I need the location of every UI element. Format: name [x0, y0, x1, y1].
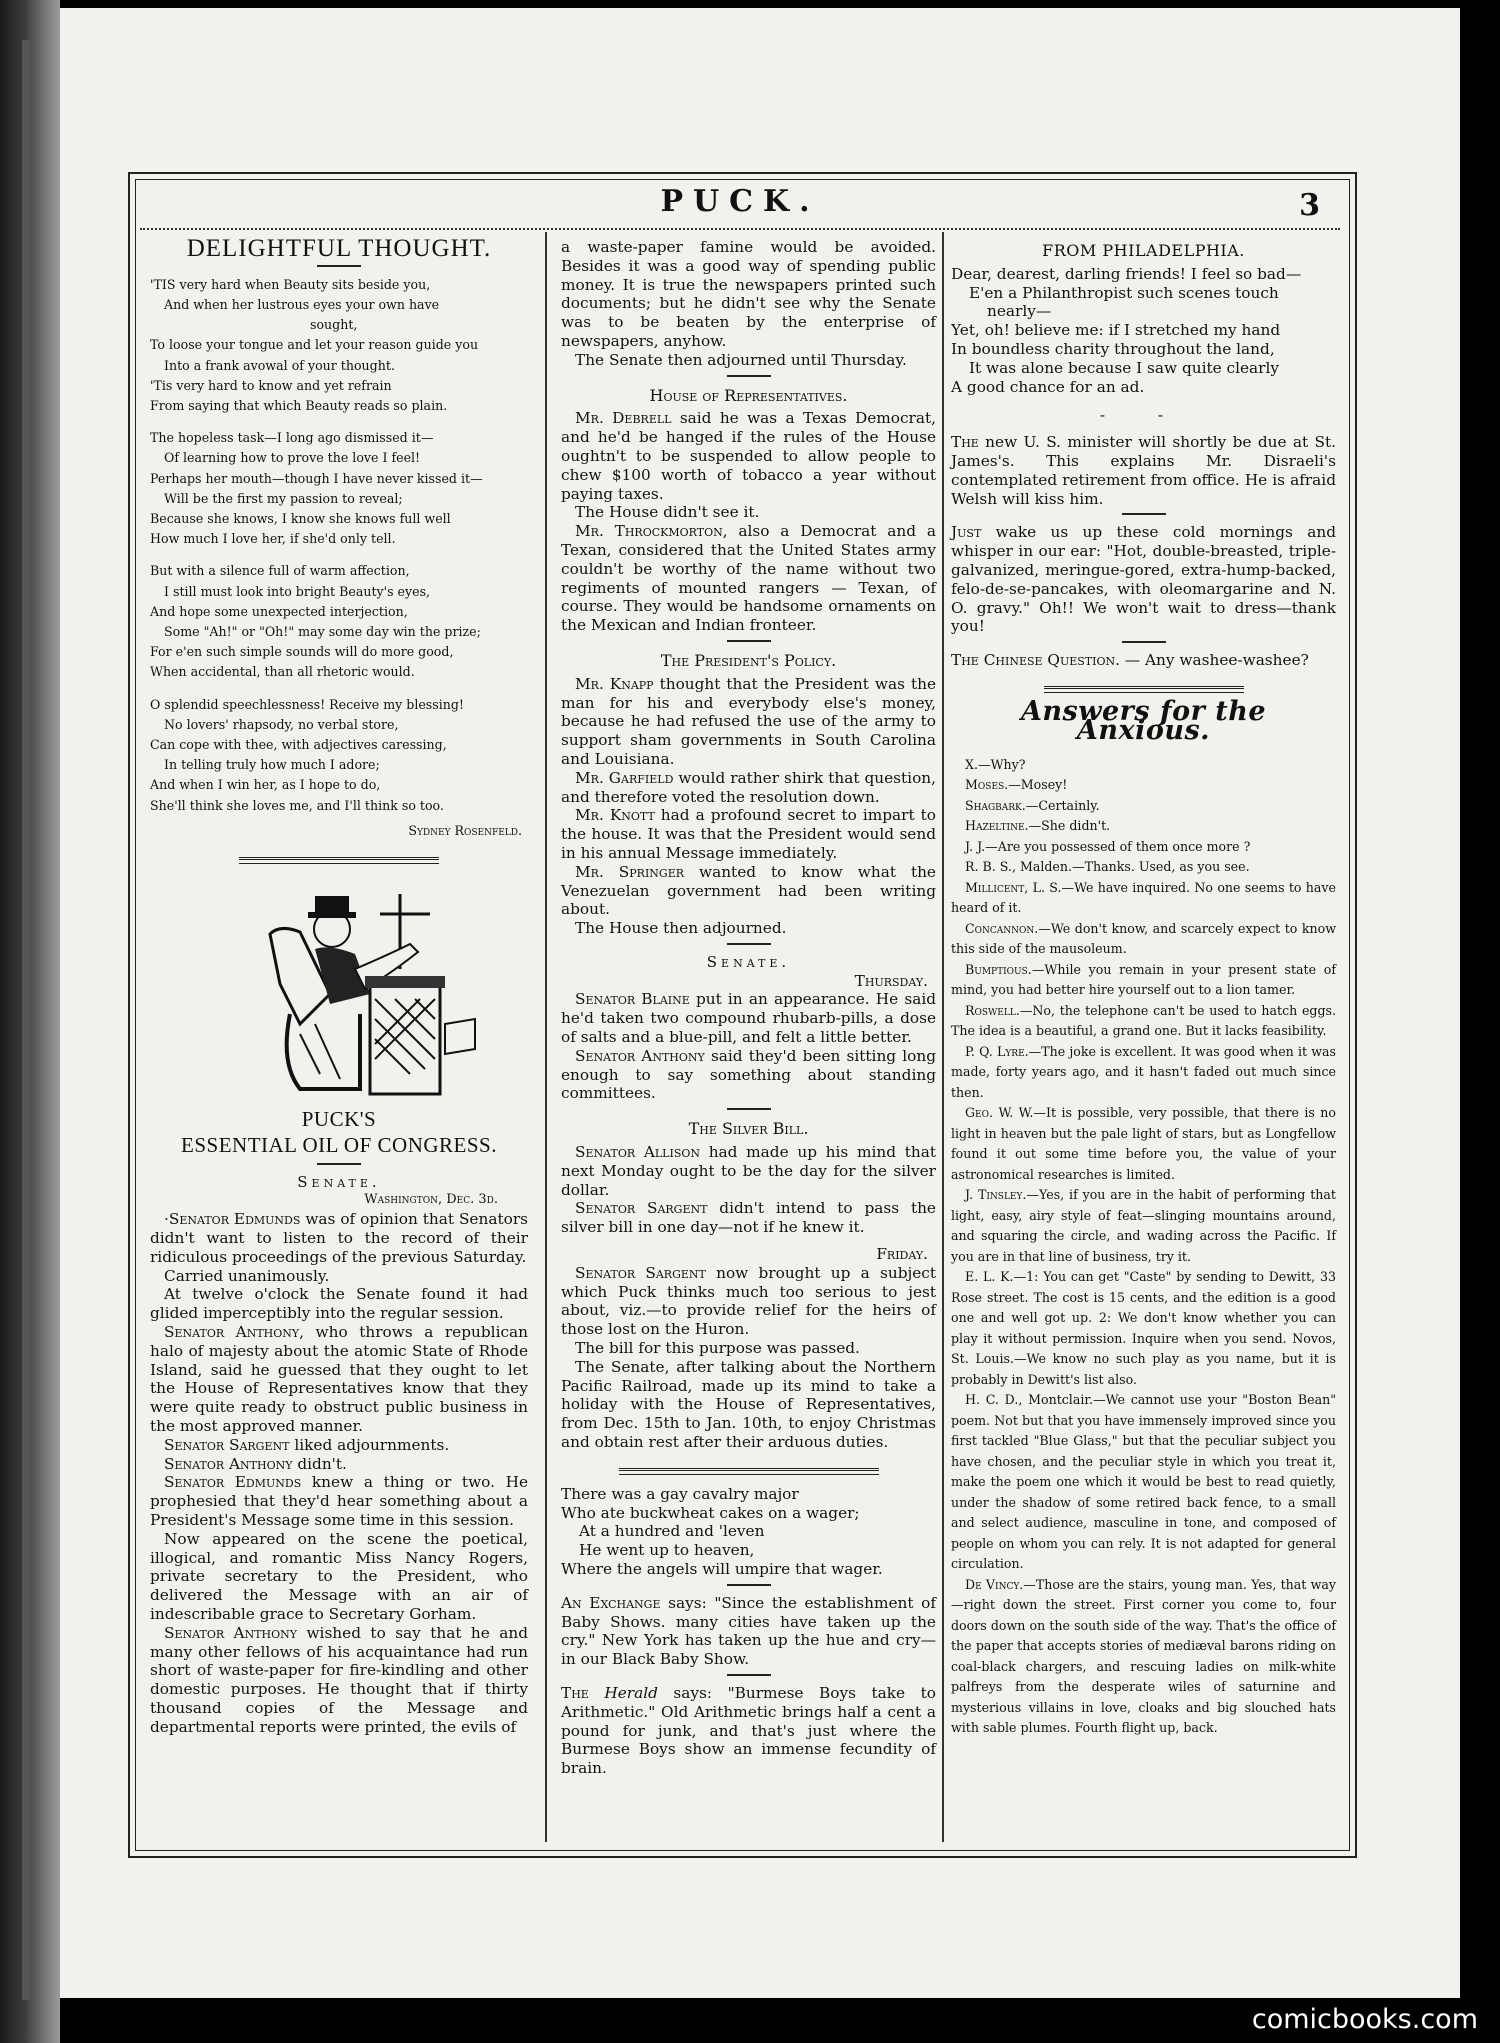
- poem-line: For e'en such simple sounds will do more good,: [150, 644, 454, 660]
- poem-line: O splendid speechlessness! Receive my blessing!: [150, 696, 464, 712]
- watermark: comicbooks.com: [1251, 2004, 1478, 2035]
- page-number: 3: [1299, 188, 1320, 223]
- poem-line: To loose your tongue and let your reason guide you: [150, 337, 479, 353]
- verse-line: Yet, oh! believe me: if I stretched my hand: [951, 321, 1281, 340]
- answer-text: —While you remain in your present state of mind, you had better hire yourself out to a lion tamer.: [951, 961, 1336, 998]
- answer-addressee: Bumptious.: [965, 961, 1032, 977]
- answer-addressee: H. C. D.: [965, 1392, 1019, 1408]
- verse-line: nearly—: [987, 302, 1052, 321]
- answer-text: —We don't know, and scarcely expect to know this side of the mausoleum.: [951, 920, 1336, 957]
- poem-line: Perhaps her mouth—though I have never kissed it—: [150, 470, 483, 486]
- philadelphia-heading: FROM PHILADELPHIA.: [1042, 241, 1245, 260]
- masthead-rule: [140, 228, 1340, 230]
- philadelphia-verse: [951, 265, 1336, 397]
- answer-item: [951, 1575, 1336, 1739]
- paragraph: [561, 522, 936, 635]
- speaker-name: Senator Anthony: [164, 1623, 298, 1642]
- section-rule: [727, 375, 771, 377]
- poem-stanza: [150, 275, 528, 416]
- paragraph: [561, 675, 936, 769]
- paragraph: [561, 919, 936, 938]
- answer-item: [951, 775, 1336, 796]
- wake-paragraph: [951, 523, 1336, 636]
- answer-text: , Malden.—Thanks. Used, as you see.: [1011, 859, 1250, 875]
- exchange-text: says: "Since the establishment of Baby Shows. many cities have taken up the cry." New York has taken up the hue and cry—in our Black Baby Show.: [561, 1593, 936, 1669]
- minister-lead: The: [951, 433, 979, 452]
- verse-line: At a hundred and 'leven: [579, 1522, 765, 1541]
- poem-line: Of learning how to prove the love I feel!: [164, 450, 421, 466]
- answer-item: [951, 1001, 1336, 1042]
- speaker-name: Senator Anthony: [575, 1046, 705, 1065]
- answer-text: —Certainly.: [1025, 797, 1100, 813]
- poem-line: Some "Ah!" or "Oh!" may some day win the prize;: [164, 624, 481, 640]
- poem-line: In telling truly how much I adore;: [164, 757, 380, 773]
- minister-text: new U. S. minister will shortly be due at St. James's. This explains Mr. Disraeli's contemplated retirement from office. He is afraid Welsh will kiss him.: [951, 433, 1336, 508]
- poem-delightful-thought: [150, 275, 528, 816]
- speaker-name: Senator Sargent: [575, 1263, 706, 1282]
- poem-title: DELIGHTFUL THOUGHT.: [186, 235, 492, 262]
- ornamental-rule: [1044, 686, 1244, 693]
- answer-item: [951, 755, 1336, 776]
- feature-title-2: ESSENTIAL OIL OF CONGRESS.: [181, 1132, 497, 1157]
- paragraph-text: thought that the President was the man for his and everybody else's money, because he had refused the use of the army to support sham governments in South Carolina and Louisiana.: [561, 674, 936, 768]
- poem-line: But with a silence full of warm affection,: [150, 563, 410, 579]
- senate-paragraphs: [561, 990, 936, 1103]
- answer-text: —Are you possessed of them once more ?: [985, 838, 1251, 854]
- paragraph: [561, 1339, 936, 1358]
- section-rule: [727, 1584, 771, 1586]
- answers-heading: Answers for the Anxious.: [1020, 695, 1267, 746]
- title-rule: [317, 265, 361, 267]
- answer-item: [951, 1103, 1336, 1185]
- speaker-name: Mr. Debrell: [575, 409, 672, 428]
- answer-item: [951, 919, 1336, 960]
- dateline: Washington, Dec. 3d.: [364, 1192, 498, 1208]
- answer-item: [951, 960, 1336, 1001]
- binding-strip: [22, 40, 30, 2000]
- paragraph-text: The bill for this purpose was passed.: [575, 1339, 860, 1358]
- section-rule-double: [619, 1468, 879, 1475]
- paragraph: [561, 1264, 936, 1339]
- feature-rule: [317, 1163, 361, 1165]
- answer-addressee: De Vincy.: [965, 1576, 1024, 1592]
- paragraph-text: put in an appearance. He said he'd taken two compound rhubarb-pills, a dose of salts and a blue-pill, and felt a little better.: [561, 990, 937, 1047]
- paragraph-text: knew a thing or two. He prophesied that they'd hear something about a President's Message some time in this session.: [150, 1473, 528, 1530]
- illustration-lounging-figure: [260, 874, 490, 1104]
- paragraph: [150, 1210, 528, 1266]
- answer-text: —Those are the stairs, young man. Yes, that way—right down the street. First corner you come to, four doors down on the south side of the way. That's the office of the paper that accepts stories of mediæval barons riding on coal-black chargers, and rescuing ladies on milk-white palfreys from the desperate wiles of saturnine and mysterious villains in love, cloaks and big slouched hats with sable plumes. Fourth flight up, back.: [951, 1576, 1337, 1736]
- poem-line: How much I love her, if she'd only tell.: [150, 531, 396, 547]
- verse-line: In boundless charity throughout the land,: [951, 339, 1275, 358]
- masthead: [140, 182, 1340, 230]
- speaker-name: Mr. Throckmorton: [575, 522, 723, 541]
- answer-text: —We have inquired. No one seems to have heard of it.: [951, 879, 1336, 916]
- verse-line: Where the angels will umpire that wager.: [561, 1560, 883, 1578]
- poem-signature: Sydney Rosenfeld.: [408, 822, 522, 838]
- paragraph-text: was of opinion that Senators didn't want to listen to the record of their ridiculous proceedings of the previous Saturday.: [150, 1210, 528, 1266]
- speaker-name: Mr. Knott: [575, 806, 655, 825]
- paragraph: [561, 503, 936, 522]
- poem-stanza: [150, 695, 528, 816]
- verse-line: A good chance for an ad.: [951, 377, 1145, 396]
- poem-line: Will be the first my passion to reveal;: [164, 490, 403, 506]
- poem-line: Because she knows, I know she knows full well: [150, 511, 451, 527]
- answer-addressee: Shagbark.: [965, 797, 1026, 813]
- herald-paragraph: [561, 1684, 936, 1778]
- paragraph: [150, 1285, 528, 1323]
- paragraph: [561, 409, 936, 503]
- congress-report-col1: [150, 1210, 528, 1736]
- minister-paragraph: [951, 433, 1336, 508]
- column-3: [951, 238, 1336, 1739]
- answer-addressee: Concannon.: [965, 920, 1039, 936]
- speaker-name: Senator Blaine: [575, 990, 690, 1009]
- chinese-text: — Any washee-washee?: [1119, 651, 1309, 670]
- paragraph: [150, 1530, 528, 1624]
- poem-line: Into a frank avowal of your thought.: [164, 357, 395, 373]
- paragraph-text: , also a Democrat and a Texan, considered that the United States army couldn't be worthy of the name without two regiments of mounted rangers — Texan, of course. They would be handsome ornaments on the Mexican and Indian fronteer.: [561, 522, 936, 635]
- herald-prefix: The: [561, 1683, 605, 1702]
- paragraph-text: said they'd been sitting long enough to say something about standing committees.: [561, 1046, 936, 1103]
- speaker-name: Senator Sargent: [164, 1435, 290, 1454]
- senate-heading: Senate.: [297, 1172, 381, 1191]
- paragraph: [150, 1455, 528, 1474]
- paragraph-text: The House didn't see it.: [575, 503, 760, 522]
- answer-text: —No, the telephone can't be used to hatch eggs. The idea is a beautiful, a grand one. But it lacks feasibility.: [951, 1002, 1336, 1039]
- paragraph: [150, 1323, 528, 1436]
- answer-addressee: E. L. K.: [965, 1269, 1014, 1285]
- answer-item: [951, 1267, 1336, 1390]
- speaker-name: Mr. Garfield: [575, 768, 674, 787]
- ornamental-rule: [239, 857, 439, 864]
- paragraph-text: didn't.: [292, 1454, 347, 1473]
- poem-line: No lovers' rhapsody, no verbal store,: [164, 716, 399, 732]
- answer-addressee: J. J.: [965, 838, 986, 854]
- paragraph: [561, 990, 936, 1046]
- answer-addressee: R. B. S.: [965, 859, 1012, 875]
- speaker-name: Mr. Knapp: [575, 674, 654, 693]
- speaker-name: Senator Anthony: [164, 1323, 300, 1342]
- paragraph-text: At twelve o'clock the Senate found it had glided imperceptibly into the regular session.: [150, 1285, 528, 1323]
- answer-addressee: Hazeltine.: [965, 818, 1029, 834]
- illustration-svg: [260, 874, 490, 1104]
- poem-line: Can cope with thee, with adjectives caressing,: [150, 737, 447, 753]
- paragraph: [150, 1436, 528, 1455]
- section-rule: [727, 943, 771, 945]
- paragraph-text: had made up his mind that next Monday ought to be the day for the silver dollar.: [561, 1143, 936, 1199]
- paragraph-text: The House then adjourned.: [575, 919, 787, 938]
- poem-line: She'll think she loves me, and I'll think so too.: [150, 797, 444, 813]
- section-rule: [1122, 513, 1166, 515]
- chinese-paragraph: [951, 651, 1336, 670]
- verse-line: It was alone because I saw quite clearly: [969, 358, 1280, 377]
- speaker-name: Senator Sargent: [575, 1199, 708, 1218]
- senate-heading-2: Senate.: [706, 952, 791, 971]
- poem-line: 'Tis very hard to know and yet refrain: [150, 377, 392, 393]
- speaker-name: Senator Edmunds: [164, 1473, 302, 1492]
- answer-text: —It is possible, very possible, that there is no light in heaven but the pale light of stars, but as Longfellow found it out some time before you, the value of your astronomical researches is limited.: [951, 1105, 1336, 1182]
- paragraph: [150, 1473, 528, 1529]
- verse-line: He went up to heaven,: [579, 1541, 755, 1560]
- answer-text: —Yes, if you are in the habit of performing that light, easy, airy style of feat—slinging mountains around, and squaring the circle, and wading across the Pacific. If you are in that line of business, try it.: [951, 1187, 1336, 1264]
- masthead-title: PUCK.: [660, 184, 820, 219]
- answers-list: [951, 755, 1336, 1739]
- column-rule-2: [942, 232, 944, 1842]
- poem-line: And hope some unexpected interjection,: [150, 603, 408, 619]
- answer-addressee: Roswell.: [965, 1002, 1020, 1018]
- paragraph: [561, 1199, 936, 1237]
- answer-item: [951, 1390, 1336, 1575]
- poem-stanza: [150, 561, 528, 682]
- policy-paragraphs: [561, 675, 936, 938]
- senate-continued: a waste-paper famine would be avoided. Besides it was a good way of spending public money. It is true the newspapers printed such documents; but he didn't see why the Senate was to be beaten by the enterprise of newspapers, anyhow.: [561, 238, 936, 350]
- answer-addressee: Moses.: [965, 777, 1009, 793]
- poem-line: 'TIS very hard when Beauty sits beside you,: [150, 276, 431, 292]
- paragraph: [561, 1143, 936, 1199]
- section-rule: [727, 640, 771, 642]
- answer-addressee: P. Q. Lyre.: [965, 1043, 1029, 1059]
- speaker-name: Senator Anthony: [164, 1454, 293, 1473]
- herald-name: Herald: [604, 1683, 658, 1702]
- poem-line: sought,: [310, 317, 358, 333]
- speaker-name: ·Senator Edmunds: [164, 1210, 301, 1229]
- paragraph-text: wanted to know what the Venezuelan government had been writing about.: [561, 862, 936, 919]
- speaker-name: Mr. Springer: [575, 862, 685, 881]
- book-spine: [0, 0, 60, 2043]
- answer-item: [951, 837, 1336, 858]
- paragraph: [561, 806, 936, 862]
- paragraph-text: Carried unanimously.: [164, 1266, 330, 1285]
- paragraph-text: had a profound secret to impart to the house. It was that the President would send in his annual Message immediately.: [561, 806, 936, 862]
- herald-text: says: "Burmese Boys take to Arithmetic." Old Arithmetic brings half a cent a pound for junk, and that's just where the Burmese Boys show an immense fecundity of brain.: [561, 1683, 936, 1778]
- paragraph: [561, 863, 936, 919]
- answer-text: —Why?: [977, 756, 1026, 772]
- wake-lead: Just: [951, 523, 982, 542]
- poem-line: And when her lustrous eyes your own have: [164, 297, 440, 312]
- paragraph-text: , who throws a republican halo of majesty about the atomic State of Rhode Island, said he guessed that they ought to let the House of Representatives know that they were quite ready to obstruct public business in the most approved manner.: [150, 1323, 528, 1436]
- silver-bill-paragraphs: [561, 1143, 936, 1237]
- section-rule: [1122, 641, 1166, 643]
- verse-line: Dear, dearest, darling friends! I feel so bad—: [951, 264, 1302, 283]
- section-rule: [727, 1674, 771, 1676]
- paragraph-text: would rather shirk that question, and therefore voted the resolution down.: [561, 768, 936, 806]
- paragraph-text: didn't intend to pass the silver bill in one day—not if he knew it.: [561, 1199, 936, 1237]
- poem-stanza: [150, 428, 528, 549]
- paragraph: [150, 1624, 528, 1737]
- exchange-name: An Exchange: [561, 1593, 661, 1612]
- verse-line: Who ate buckwheat cakes on a wager;: [561, 1503, 860, 1522]
- section-rule: [727, 1108, 771, 1110]
- answer-item: [951, 1185, 1336, 1267]
- friday-label: Friday.: [876, 1245, 928, 1264]
- verse-line: E'en a Philanthropist such scenes touch: [969, 283, 1279, 302]
- answer-text: —The joke is excellent. It was good when it was made, forty years ago, and it hasn't faded out much since then.: [951, 1043, 1336, 1100]
- paragraph-text: liked adjournments.: [289, 1435, 450, 1454]
- poem-line: I still must look into bright Beauty's eyes,: [164, 583, 431, 599]
- silver-bill-heading: The Silver Bill.: [688, 1119, 809, 1139]
- column-2: [561, 238, 936, 1778]
- paragraph-text: wished to say that he and many other fellows of his acquaintance had run short of waste-paper for fire-kindling and other domestic purposes. He thought that if thirty thousand copies of the Message and departmental reports were printed, the evils of: [150, 1623, 528, 1736]
- paragraph-text: Now appeared on the scene the poetical, illogical, and romantic Miss Nancy Rogers, private secretary to the President, who delivered the Message with an air of indescribable grace to Secretary Gorham.: [150, 1529, 528, 1623]
- paragraph-text: The Senate, after talking about the Northern Pacific Railroad, made up its mind to take a holiday with the House of Representatives, from Dec. 15th to Jan. 10th, to enjoy Christmas and obtain rest after their arduous duties.: [561, 1357, 936, 1452]
- column-1: [150, 235, 528, 1737]
- paragraph: [150, 1267, 528, 1286]
- answer-item: [951, 816, 1336, 837]
- answer-item: [951, 796, 1336, 817]
- poem-line: When accidental, than all rhetoric would.: [150, 664, 415, 680]
- paragraph: [561, 769, 936, 807]
- poem-line: The hopeless task—I long ago dismissed it—: [150, 430, 434, 446]
- answer-addressee: X.: [965, 756, 978, 772]
- answer-text: , Montclair.—We cannot use your "Boston Bean" poem. Not but that you have immensely improved since you first tackled "Blue Glass," but that the peculiar subject you have chosen, and the peculiar style in which you treat it, make the poem one which it would be best to read quietly, under the shadow of some retired back fence, to a small and select audience, masculine in tone, and composed of people on whom you can rely. It is not adapted for general circulation.: [951, 1392, 1336, 1572]
- policy-heading: The President's Policy.: [660, 650, 837, 670]
- answer-addressee: Millicent, L. S.: [965, 879, 1062, 895]
- thursday-label: Thursday.: [854, 971, 928, 990]
- friday-paragraphs: [561, 1264, 936, 1452]
- feature-title-1: PUCK'S: [301, 1106, 377, 1131]
- answer-item: [951, 1042, 1336, 1104]
- answer-addressee: J. Tinsley.: [965, 1187, 1027, 1203]
- verse-line: There was a gay cavalry major: [561, 1484, 799, 1503]
- answer-text: —1: You can get "Caste" by sending to Dewitt, 33 Rose street. The cost is 15 cents, and the edition is a good one and well got up. 2: We don't know whether you can play it without permission. Inquire when you send. Novos, St. Louis.—We know no such play as you name, but it is probably in Dewitt's list also.: [951, 1269, 1336, 1387]
- poem-line: And when I win her, as I hope to do,: [150, 777, 381, 793]
- poem-line: From saying that which Beauty reads so plain.: [150, 398, 448, 414]
- answer-addressee: Geo. W. W.: [965, 1105, 1034, 1121]
- answer-text: —She didn't.: [1028, 818, 1111, 834]
- answer-item: [951, 857, 1336, 878]
- dash-separator: - -: [1099, 406, 1188, 425]
- answer-item: [951, 878, 1336, 919]
- paragraph-text: said he was a Texas Democrat, and he'd be hanged if the rules of the House oughtn't to be suspended to allow people to chew $100 worth of tobacco a year without paying taxes.: [561, 409, 936, 503]
- answer-text: —Mosey!: [1008, 777, 1068, 793]
- paragraph-text: now brought up a subject which Puck thinks much too serious to jest about, viz.—to provide relief for the heirs of those lost on the Huron.: [561, 1263, 936, 1339]
- chinese-lead: The Chinese Question.: [951, 651, 1120, 670]
- house-paragraphs: [561, 409, 936, 635]
- cavalry-major-verse: [561, 1485, 936, 1579]
- wake-text: wake us up these cold mornings and whisper in our ear: "Hot, double-breasted, triple-galvanized, meringue-gored, extra-hump-backed, felo-de-se-pancakes, with oleomargarine and N. O. gravy." Oh!! We won't wait to dress—thank you!: [951, 523, 1336, 636]
- column-rule-1: [545, 232, 547, 1842]
- house-heading: House of Representatives.: [649, 385, 848, 405]
- paragraph: [561, 1358, 936, 1452]
- paragraph: [561, 1047, 936, 1103]
- speaker-name: Senator Allison: [575, 1143, 700, 1162]
- exchange-paragraph: [561, 1594, 936, 1669]
- senate-adjourned: The Senate then adjourned until Thursday.: [575, 350, 907, 369]
